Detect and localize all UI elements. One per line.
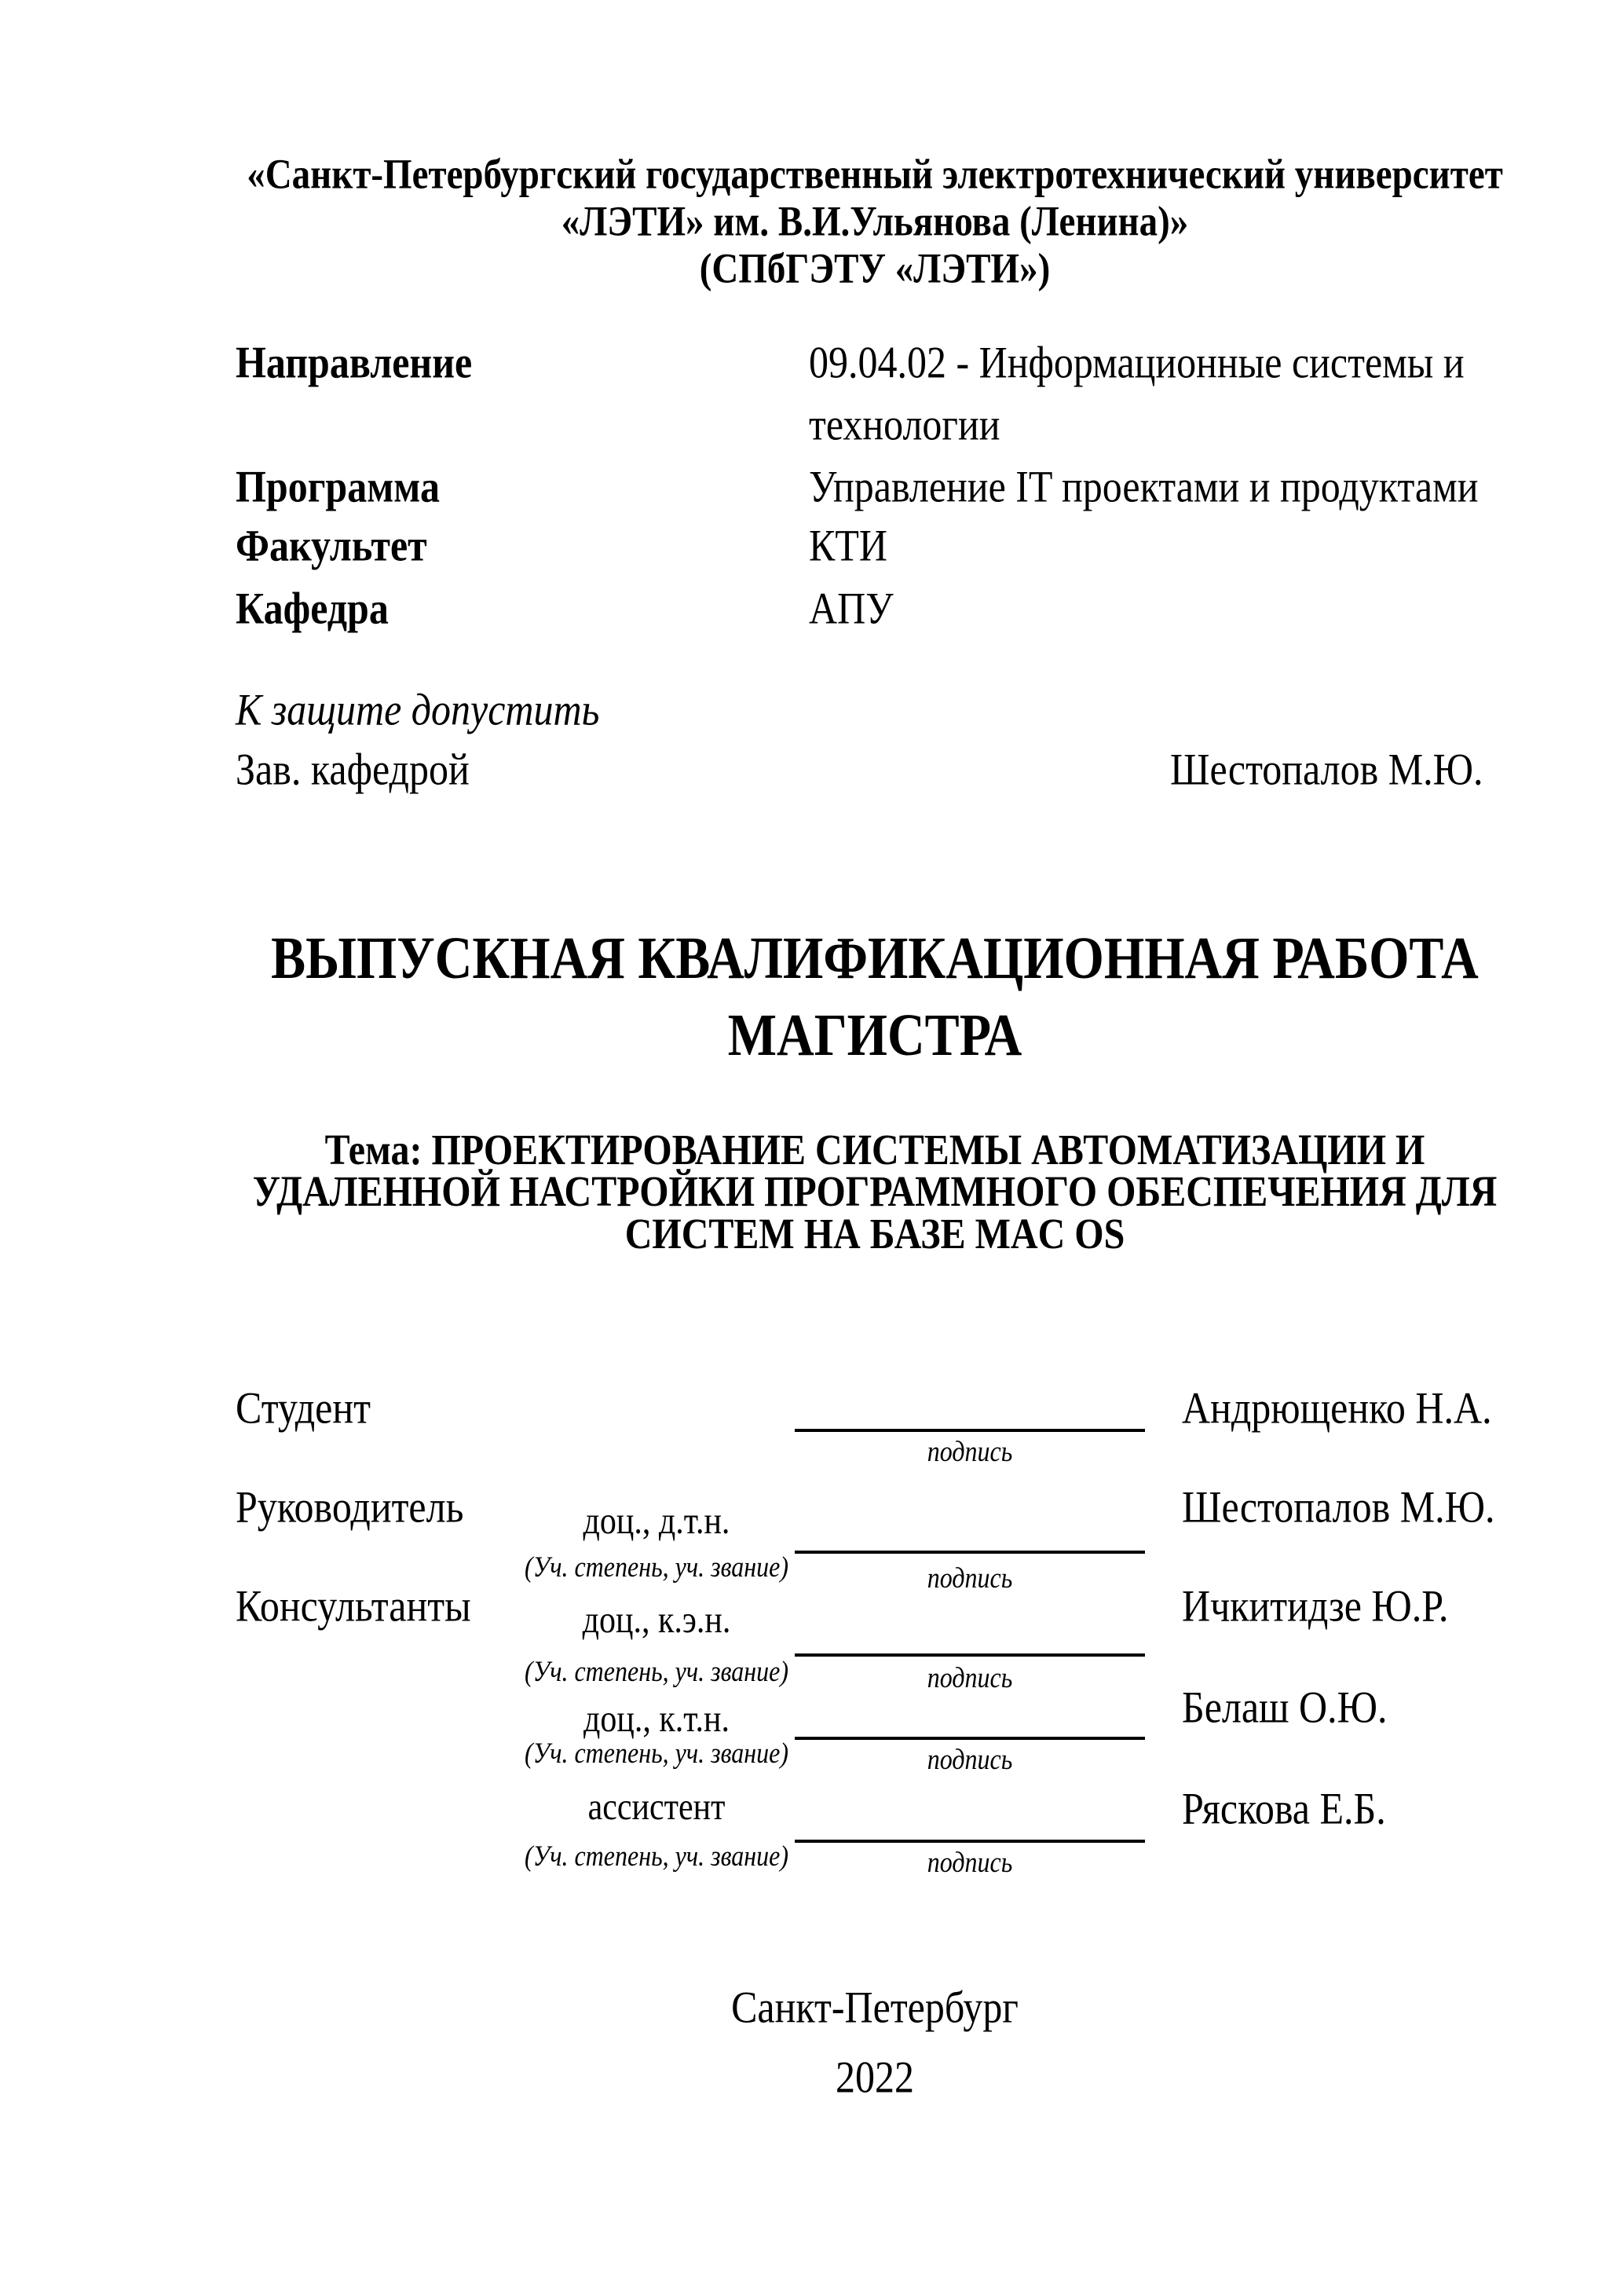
field-label-faculty: Факультет <box>236 519 427 570</box>
work-title-line-2: МАГИСТРА <box>727 1002 1022 1069</box>
department-head-label: Зав. кафедрой <box>236 743 470 794</box>
field-label-department: Кафедра <box>236 582 389 633</box>
university-header-line-1: «Санкт-Петербургский государственный электротехнический университет <box>247 151 1503 199</box>
footer-year: 2022 <box>836 2051 914 2102</box>
sig-row-consultant-1-signature-caption: подпись <box>927 1661 1013 1694</box>
sig-row-consultant-2-name: Белаш О.Ю. <box>1182 1681 1388 1732</box>
sig-row-consultants-role: Консультанты <box>236 1580 471 1631</box>
sig-row-supervisor-role: Руководитель <box>236 1481 464 1532</box>
sig-row-consultant-1-degree-caption: (Уч. степень, уч. звание) <box>525 1654 788 1688</box>
sig-row-consultant-2-credential: доц., к.т.н. <box>583 1698 730 1741</box>
sig-row-supervisor-name: Шестопалов М.Ю. <box>1182 1481 1495 1532</box>
sig-row-consultant-3-signature-line <box>795 1840 1145 1843</box>
sig-row-student-signature-caption: подпись <box>927 1434 1013 1468</box>
university-header-line-2: «ЛЭТИ» им. В.И.Ульянова (Ленина)» <box>561 198 1189 246</box>
sig-row-consultant-1-signature-line <box>795 1653 1145 1657</box>
sig-row-student-role: Студент <box>236 1382 371 1433</box>
department-head-name: Шестопалов М.Ю. <box>1170 743 1483 794</box>
sig-row-consultant-3-credential: ассистент <box>587 1786 726 1829</box>
admit-note: К защите допустить <box>236 683 600 734</box>
work-title-line-1: ВЫПУСКНАЯ КВАЛИФИКАЦИОННАЯ РАБОТА <box>271 925 1479 992</box>
sig-row-supervisor-credential: доц., д.т.н. <box>583 1500 730 1543</box>
sig-row-consultant-2-signature-line <box>795 1737 1145 1740</box>
topic-line-2: УДАЛЕННОЙ НАСТРОЙКИ ПРОГРАММНОГО ОБЕСПЕЧЕНИЯ ДЛЯ <box>252 1167 1498 1216</box>
sig-row-consultant-1-credential: доц., к.э.н. <box>582 1599 731 1642</box>
sig-row-supervisor-signature-caption: подпись <box>927 1561 1013 1595</box>
field-value-direction-line-2: технологии <box>809 398 1000 449</box>
sig-row-consultant-1-name: Ичкитидзе Ю.Р. <box>1182 1580 1449 1631</box>
sig-row-supervisor-degree-caption: (Уч. степень, уч. звание) <box>525 1550 788 1584</box>
field-label-direction: Направление <box>236 336 473 387</box>
field-value-direction-line-1: 09.04.02 - Информационные системы и <box>809 336 1465 387</box>
sig-row-consultant-3-name: Ряскова Е.Б. <box>1182 1782 1386 1833</box>
sig-row-consultant-3-signature-caption: подпись <box>927 1845 1013 1879</box>
sig-row-consultant-3-degree-caption: (Уч. степень, уч. звание) <box>525 1839 788 1873</box>
field-label-program: Программа <box>236 460 440 511</box>
sig-row-consultant-2-degree-caption: (Уч. степень, уч. звание) <box>525 1736 788 1770</box>
sig-row-supervisor-signature-line <box>795 1551 1145 1554</box>
sig-row-student-signature-line <box>795 1429 1145 1432</box>
university-header-line-3: (СПбГЭТУ «ЛЭТИ») <box>699 245 1051 293</box>
field-value-faculty: КТИ <box>809 519 887 570</box>
footer-city: Санкт-Петербург <box>731 1981 1019 2032</box>
topic-line-1: Тема: ПРОЕКТИРОВАНИЕ СИСТЕМЫ АВТОМАТИЗАЦИИ И <box>324 1126 1425 1174</box>
field-value-department: АПУ <box>809 582 894 633</box>
field-value-program: Управление IT проектами и продуктами <box>809 460 1479 511</box>
topic-line-3: СИСТЕМ НА БАЗЕ MAC OS <box>624 1210 1125 1258</box>
sig-row-consultant-2-signature-caption: подпись <box>927 1742 1013 1776</box>
sig-row-student-name: Андрющенко Н.А. <box>1182 1382 1492 1433</box>
